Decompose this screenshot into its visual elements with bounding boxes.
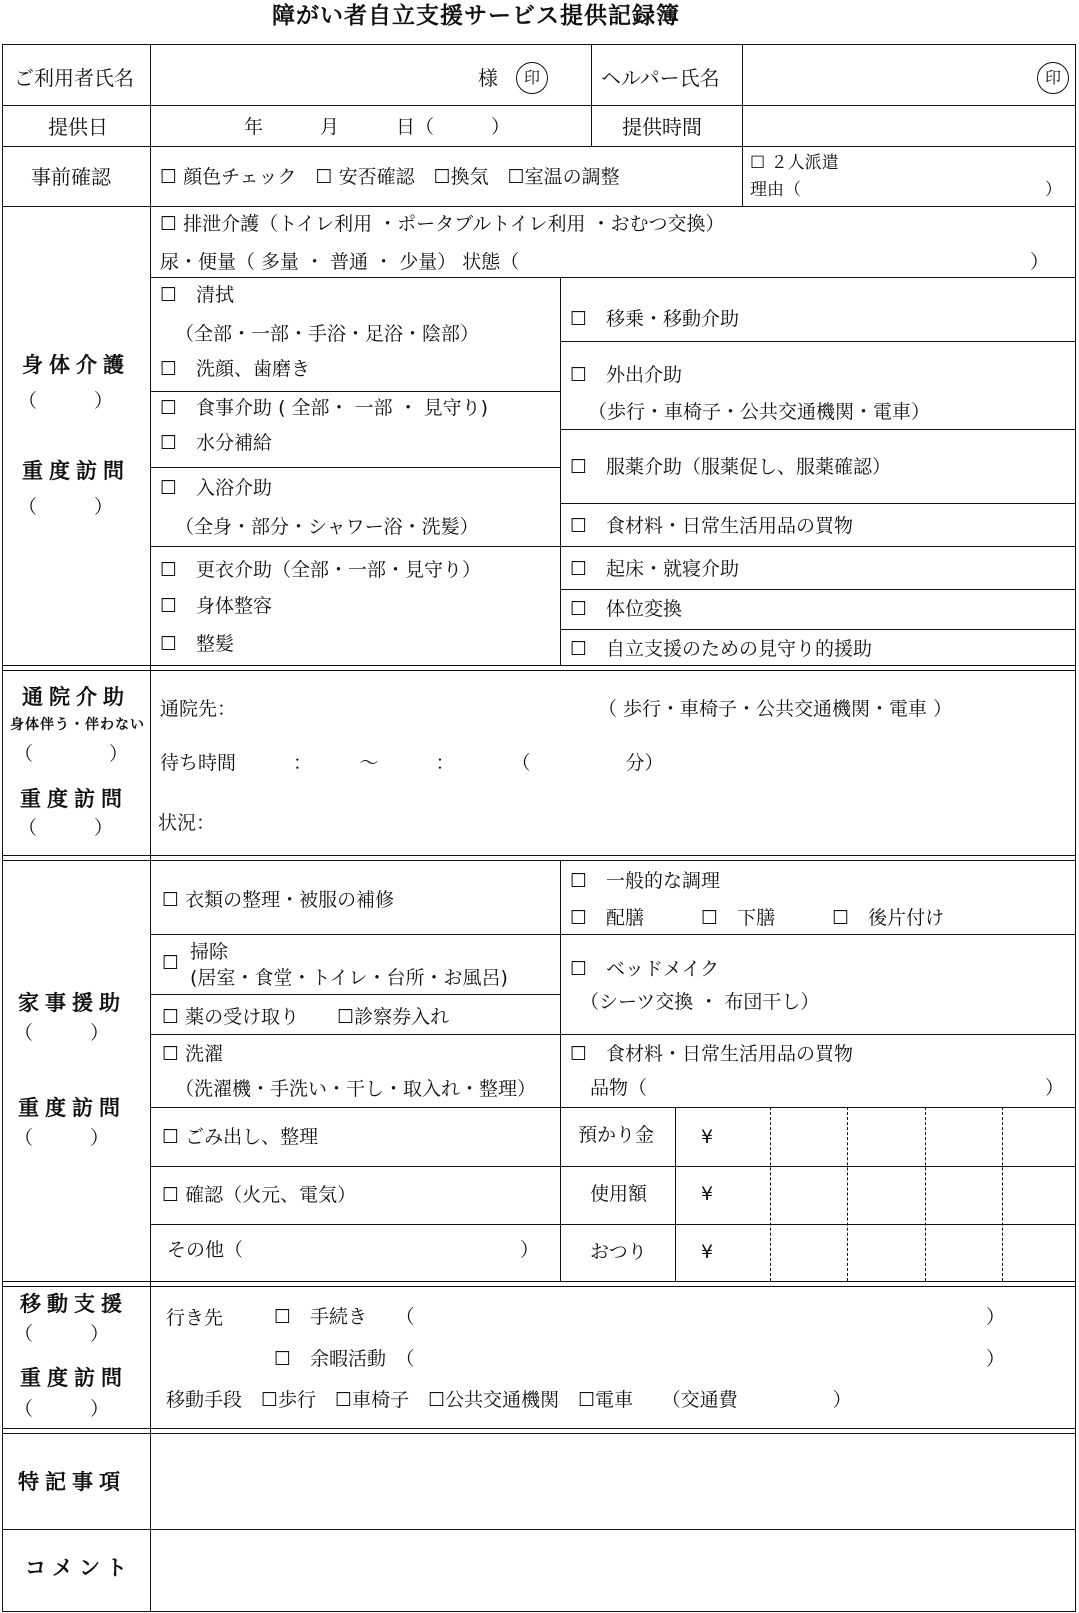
physical-care-paren: （ ） bbox=[18, 390, 114, 412]
dashed-rule bbox=[925, 1107, 926, 1281]
medicine-pickup-option: ☐ 薬の受け取り ☐診察券入れ bbox=[162, 1006, 450, 1028]
rule bbox=[2, 1529, 1076, 1530]
watching-option: ☐ 自立支援のための見守り的援助 bbox=[570, 638, 873, 660]
yen-sign: ¥ bbox=[701, 1241, 714, 1263]
rule bbox=[742, 146, 743, 206]
destination-label: 行き先 bbox=[166, 1307, 224, 1329]
cleaning-option: 掃除 bbox=[190, 941, 229, 963]
hospital-care-label: 通院介助 bbox=[22, 685, 130, 709]
shopping-option: ☐ 食材料・日常生活用品の買物 bbox=[570, 515, 854, 537]
goods-close: ） bbox=[1045, 1077, 1065, 1099]
sama-label: 様 bbox=[478, 66, 498, 90]
pre-check-label: 事前確認 bbox=[31, 165, 111, 189]
rule bbox=[150, 546, 1076, 547]
hospital-destination: 通院先： bbox=[160, 698, 237, 720]
housework-severe-label: 重度訪問 bbox=[18, 1096, 126, 1120]
rule bbox=[560, 860, 561, 1281]
bath-option: ☐ 入浴介助 bbox=[160, 477, 273, 499]
rule bbox=[560, 503, 1076, 504]
rule bbox=[150, 277, 1076, 278]
wait-time: 待ち時間 ： ～ ： （ 分） bbox=[160, 752, 664, 774]
dressing-option: ☐ 更衣介助（全部・一部・見守り） bbox=[160, 559, 482, 581]
bed-option: ☐ ベッドメイク bbox=[570, 958, 720, 980]
rule bbox=[150, 994, 560, 995]
rule bbox=[2, 1428, 1076, 1429]
rule bbox=[2, 105, 1076, 106]
procedure-option: ☐ 手続き （ bbox=[274, 1306, 415, 1328]
laundry-detail: （洗濯機・手洗い・干し・取入れ・整理） bbox=[175, 1078, 537, 1100]
rule bbox=[591, 44, 592, 146]
mobility-paren: （ ） bbox=[14, 1323, 110, 1345]
rule bbox=[2, 665, 1076, 666]
grooming-option: ☐ 身体整容 bbox=[160, 595, 273, 617]
house-shopping-option: ☐ 食材料・日常生活用品の買物 bbox=[570, 1043, 854, 1065]
special-notes-label: 特記事項 bbox=[18, 1470, 126, 1494]
rule bbox=[150, 1224, 1076, 1225]
date-label: 提供日 bbox=[48, 115, 108, 139]
rule bbox=[2, 670, 1076, 671]
rule bbox=[560, 629, 1076, 630]
dashed-rule bbox=[770, 1107, 771, 1281]
severe-visit-label: 重度訪問 bbox=[22, 459, 130, 483]
outing-option: ☐ 外出介助 bbox=[570, 364, 683, 386]
hospital-sub-label: 身体伴う・伴わない bbox=[10, 717, 145, 733]
deposit-label: 預かり金 bbox=[578, 1124, 655, 1146]
hospital-severe-paren: （ ） bbox=[18, 817, 114, 839]
other-label: その他（ bbox=[167, 1239, 244, 1261]
transport-means: 移動手段 ☐歩行 ☐車椅子 ☐公共交通機関 ☐電車 （交通費 ） bbox=[166, 1389, 852, 1411]
rule bbox=[2, 1281, 1076, 1282]
rule bbox=[150, 391, 560, 392]
wake-sleep-option: ☐ 起床・就寝介助 bbox=[570, 558, 740, 580]
used-label: 使用額 bbox=[590, 1183, 648, 1205]
user-name-label: ご利用者氏名 bbox=[14, 66, 134, 90]
comment-label: コメント bbox=[25, 1556, 133, 1580]
position-change-option: ☐ 体位変換 bbox=[570, 598, 683, 620]
time-label: 提供時間 bbox=[622, 115, 702, 139]
mobility-severe-label: 重度訪問 bbox=[20, 1366, 128, 1390]
mobility-label: 移動支援 bbox=[20, 1292, 128, 1316]
confirm-option: ☐ 確認（火元、電気） bbox=[162, 1184, 357, 1206]
medication-option: ☐ 服薬介助（服薬促し、服薬確認） bbox=[570, 456, 892, 478]
rule bbox=[150, 1034, 1076, 1035]
laundry-option: ☐ 洗濯 bbox=[162, 1043, 224, 1065]
change-label: おつり bbox=[590, 1241, 647, 1263]
hospital-severe-label: 重度訪問 bbox=[20, 787, 128, 811]
wash-face-option: ☐ 洗顔、歯磨き bbox=[160, 358, 311, 380]
cleaning-checkbox: ☐ bbox=[162, 952, 180, 974]
wipe-detail: （全部・一部・手浴・足浴・陰部） bbox=[175, 323, 480, 345]
cooking-option: ☐ 一般的な調理 bbox=[570, 870, 721, 892]
rule bbox=[150, 467, 560, 468]
dashed-rule bbox=[1002, 1107, 1003, 1281]
procedure-close: ） bbox=[986, 1306, 1006, 1328]
date-fields: 年 月 日（ ） bbox=[244, 116, 511, 138]
hospital-paren: （ ） bbox=[14, 743, 129, 765]
rule bbox=[675, 1107, 676, 1281]
rule bbox=[560, 341, 1076, 342]
rule bbox=[150, 934, 1076, 935]
severe-visit-paren: （ ） bbox=[18, 496, 114, 518]
dashed-rule bbox=[847, 1107, 848, 1281]
clothes-option: ☐ 衣類の整理・被服の補修 bbox=[162, 889, 395, 911]
serving-options: ☐ 配膳 ☐ 下膳 ☐ 後片付け bbox=[570, 907, 945, 929]
rule bbox=[150, 1107, 1076, 1108]
meal-option: ☐ 食事介助 ( 全部・ 一部 ・ 見守り) bbox=[160, 397, 489, 419]
seal-stamp: 印 bbox=[516, 62, 548, 94]
rule bbox=[150, 1166, 1076, 1167]
page-title: 障がい者自立支援サービス提供記録簿 bbox=[272, 3, 680, 29]
reason-label: 理由（ bbox=[750, 180, 801, 200]
housework-label: 家事援助 bbox=[18, 991, 126, 1015]
rule bbox=[150, 44, 151, 1612]
wipe-option: ☐ 清拭 bbox=[160, 284, 235, 306]
yen-sign: ¥ bbox=[701, 1183, 714, 1205]
hair-option: ☐ 整髪 bbox=[160, 633, 235, 655]
excretion-close: ） bbox=[1030, 251, 1050, 273]
mobility-severe-paren: （ ） bbox=[14, 1398, 110, 1420]
bed-detail: （シーツ交換 ・ 布団干し） bbox=[580, 991, 820, 1013]
hospital-status: 状況： bbox=[158, 812, 216, 834]
rule bbox=[560, 589, 1076, 590]
rule bbox=[2, 146, 1076, 147]
rule bbox=[2, 855, 1076, 856]
outing-detail: （歩行・車椅子・公共交通機関・電車） bbox=[588, 401, 931, 423]
rule bbox=[2, 860, 1076, 861]
rule bbox=[2, 206, 1076, 207]
rule bbox=[2, 1433, 1076, 1434]
physical-care-label: 身体介護 bbox=[22, 353, 130, 377]
transfer-option: ☐ 移乗・移動介助 bbox=[570, 308, 740, 330]
housework-paren: （ ） bbox=[14, 1022, 110, 1044]
water-option: ☐ 水分補給 bbox=[160, 432, 273, 454]
rule bbox=[560, 429, 1076, 430]
rule bbox=[742, 44, 743, 146]
excretion-care: ☐ 排泄介護（トイレ利用 ・ポータブルトイレ利用 ・おむつ交換） bbox=[160, 213, 725, 235]
hospital-transport: （ 歩行・車椅子・公共交通機関・電車 ） bbox=[598, 698, 953, 720]
bath-detail: （全身・部分・シャワー浴・洗髪） bbox=[175, 516, 479, 538]
two-person-option: ☐ ２人派遣 bbox=[750, 153, 839, 173]
helper-name-label: ヘルパー氏名 bbox=[601, 66, 720, 90]
leisure-close: ） bbox=[986, 1348, 1006, 1370]
rule bbox=[560, 277, 561, 665]
rule bbox=[2, 1286, 1076, 1287]
leisure-option: ☐ 余暇活動 （ bbox=[274, 1348, 415, 1370]
seal-stamp: 印 bbox=[1037, 62, 1069, 94]
reason-close: ） bbox=[1045, 180, 1062, 200]
pre-check-items: ☐ 顔色チェック ☐ 安否確認 ☐換気 ☐室温の調整 bbox=[160, 166, 620, 188]
excretion-amount: 尿・便量（ 多量 ・ 普通 ・ 少量） 状態（ bbox=[160, 251, 520, 273]
other-close: ） bbox=[520, 1239, 540, 1261]
garbage-option: ☐ ごみ出し、整理 bbox=[162, 1126, 319, 1148]
yen-sign: ¥ bbox=[701, 1126, 714, 1148]
housework-severe-paren: （ ） bbox=[14, 1127, 110, 1149]
goods-label: 品物（ bbox=[590, 1077, 648, 1099]
cleaning-detail: (居室・食堂・トイレ・台所・お風呂) bbox=[190, 967, 508, 989]
